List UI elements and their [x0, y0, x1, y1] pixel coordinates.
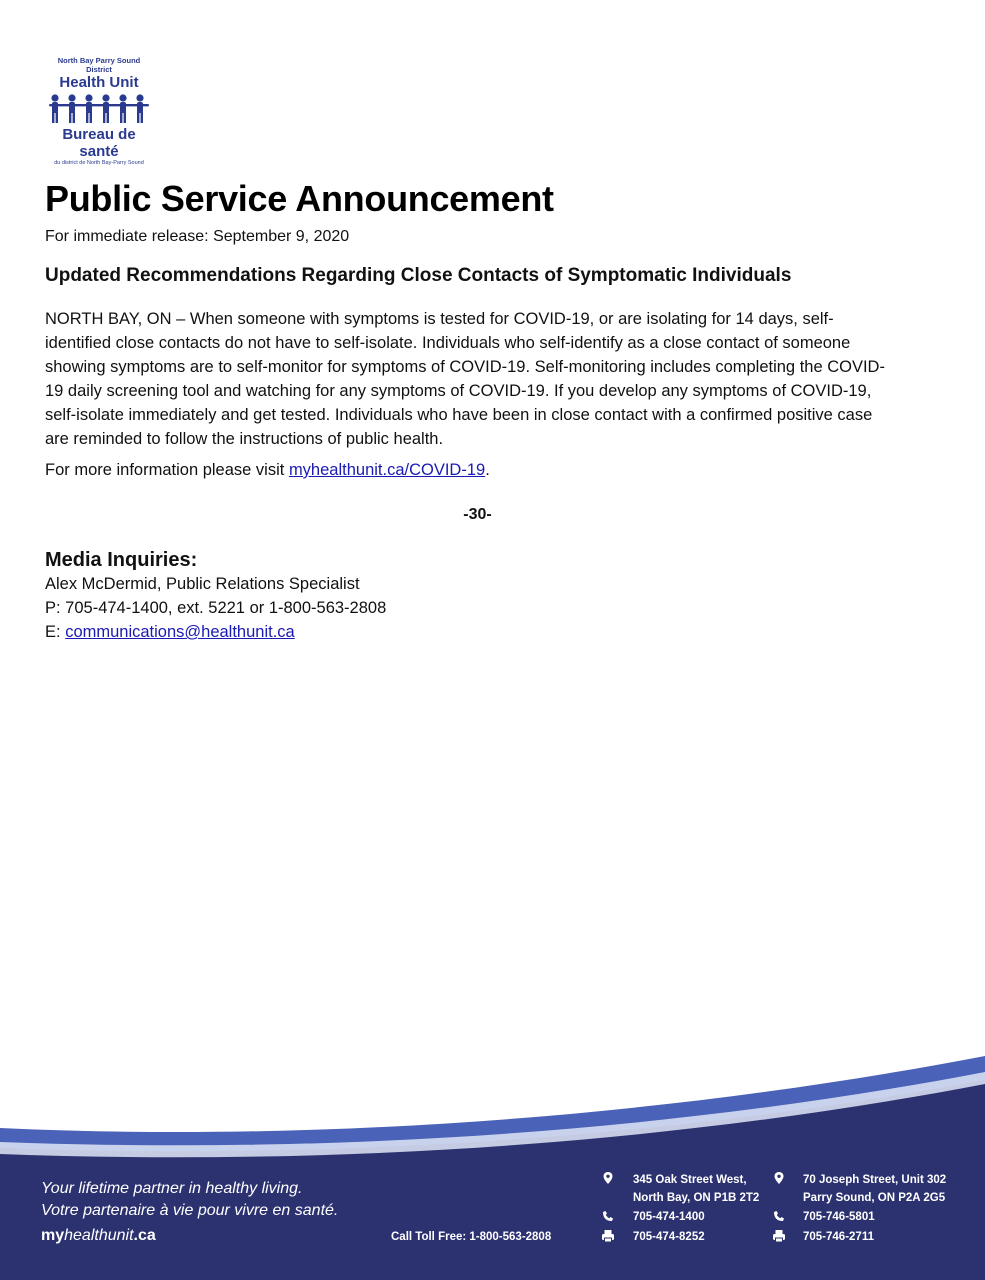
office1-city: North Bay, ON P1B 2T2	[633, 1192, 760, 1204]
office2-phone: 705-746-5801	[803, 1211, 875, 1223]
site-my: my	[41, 1227, 65, 1244]
people-chain-icon	[47, 93, 151, 125]
media-contact-email-line	[45, 623, 295, 642]
media-contact-name: Alex McDermid, Public Relations Specialist	[45, 575, 360, 593]
more-info-suffix: .	[485, 461, 490, 479]
fax-icon	[601, 1229, 615, 1243]
phone-icon	[772, 1209, 786, 1223]
media-inquiries-heading: Media Inquiries:	[45, 549, 198, 571]
email-prefix: E:	[45, 623, 66, 641]
location-pin-icon	[772, 1171, 786, 1185]
office2-city: Parry Sound, ON P2A 2G5	[803, 1192, 946, 1204]
media-contact-phone: P: 705-474-1400, ext. 5221 or 1-800-563-2808	[45, 599, 387, 617]
footer-website[interactable]	[41, 1227, 156, 1245]
office2-street: 70 Joseph Street, Unit 302	[803, 1174, 947, 1186]
headline: Updated Recommendations Regarding Close Contacts of Symptomatic Individuals	[45, 265, 792, 286]
more-info-prefix: For more information please visit	[45, 461, 289, 479]
office1-phone: 705-474-1400	[633, 1211, 705, 1223]
toll-free-number: Call Toll Free: 1-800-563-2808	[391, 1231, 552, 1243]
release-date: For immediate release: September 9, 2020	[45, 228, 350, 245]
health-unit-logo	[44, 56, 154, 167]
tagline-french: Votre partenaire à vie pour vivre en santé.	[41, 1202, 339, 1219]
logo-district-text: North Bay Parry Sound District	[57, 56, 141, 74]
logo-bureau-text: Bureau de santé	[62, 126, 136, 160]
site-healthunit: healthunit	[64, 1227, 134, 1244]
site-tld: .ca	[133, 1227, 156, 1244]
page-title: Public Service Announcement	[45, 178, 554, 219]
fax-icon	[772, 1229, 786, 1243]
office1-fax: 705-474-8252	[633, 1231, 705, 1243]
office2-fax: 705-746-2711	[803, 1231, 874, 1243]
media-email-link[interactable]: communications@healthunit.ca	[65, 623, 295, 641]
covid-info-link[interactable]: myhealthunit.ca/COVID-19	[288, 461, 486, 479]
end-marker: -30-	[463, 506, 492, 523]
phone-icon	[601, 1209, 615, 1223]
office1-street: 345 Oak Street West,	[633, 1174, 747, 1186]
announcement-body: NORTH BAY, ON – When someone with symptoms is tested for COVID-19, or are isolating for 14 days, self-identified close contacts do not have to self-isolate. Individuals who self-identify as a close contact of someone showing symptoms are to self-monitor for symptoms of COVID-19. Self-monitoring includes completing the COVID-19 daily screening tool and watching for any symptoms of COVID-19. If you develop any symptoms of COVID-19, self-isolate immediately and get tested. Individuals who have been in close contact with a confirmed positive case are reminded to follow the instructions of public health.	[45, 310, 885, 448]
logo-district-fr-text: du district de North Bay-Parry Sound	[54, 160, 144, 166]
tagline-english: Your lifetime partner in healthy living.	[41, 1180, 303, 1197]
logo-health-unit-text: Health Unit	[59, 74, 139, 91]
location-pin-icon	[601, 1171, 615, 1185]
more-info-line	[45, 461, 490, 480]
